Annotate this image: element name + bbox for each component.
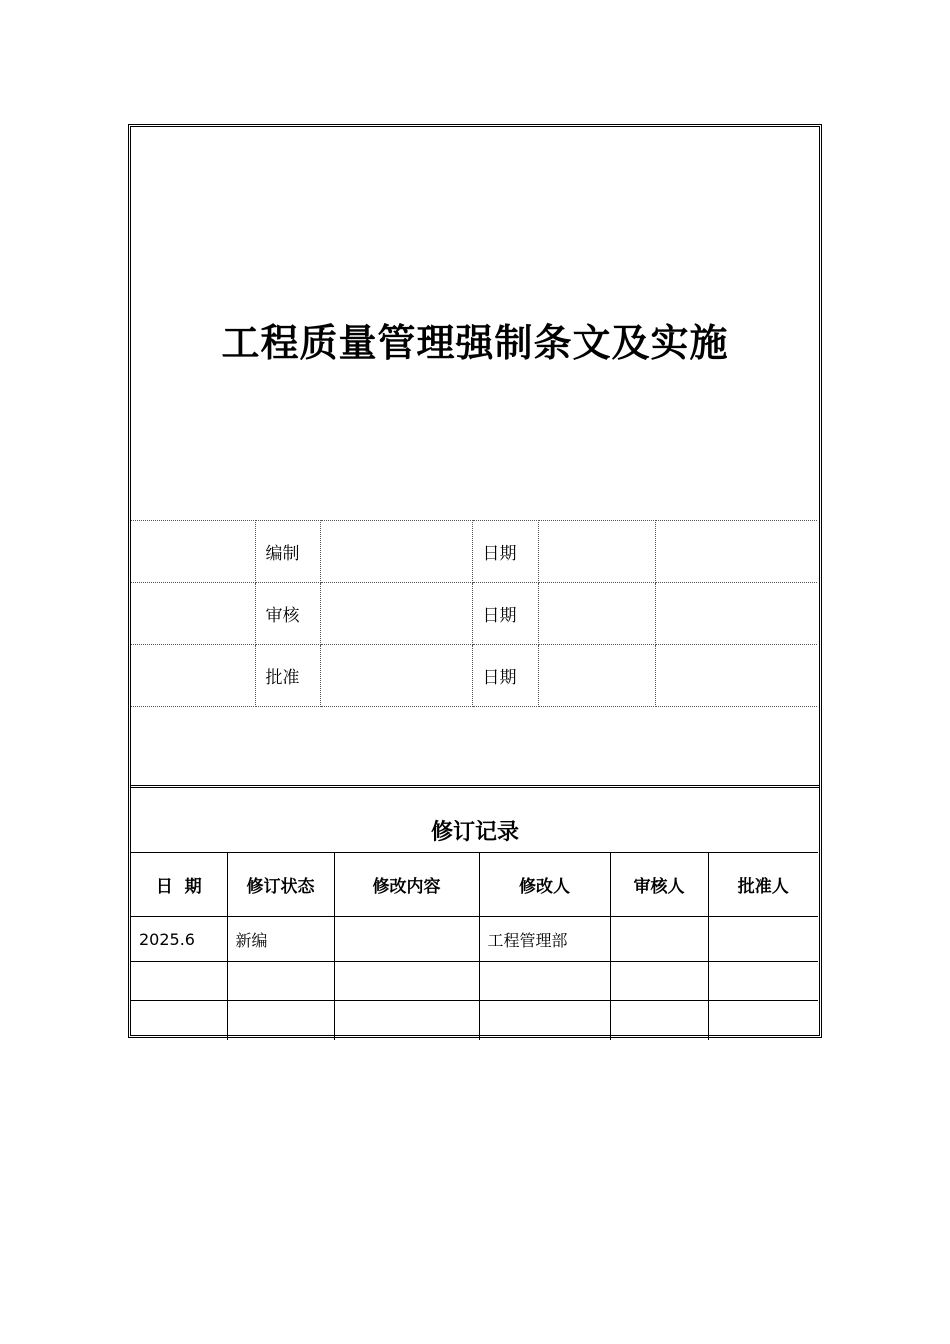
cell-status	[227, 1001, 334, 1040]
signoff-date-field[interactable]	[538, 645, 655, 707]
signoff-name-field[interactable]	[320, 645, 472, 707]
column-header-status: 修订状态	[227, 853, 334, 917]
cell-date	[131, 962, 227, 1001]
cell-status	[227, 962, 334, 1001]
cell-status: 新编	[227, 917, 334, 962]
signoff-blank	[655, 583, 817, 645]
signoff-blank	[131, 521, 255, 583]
table-row	[131, 1001, 818, 1040]
signoff-table	[131, 520, 817, 707]
signoff-date-label: 日期	[472, 645, 538, 707]
cell-date: 2025.6	[131, 917, 227, 962]
signoff-date-field[interactable]	[538, 521, 655, 583]
cell-modifier	[479, 1001, 610, 1040]
signoff-date-field[interactable]	[538, 583, 655, 645]
cell-content	[334, 962, 479, 1001]
cell-modifier: 工程管理部	[479, 917, 610, 962]
signoff-blank	[655, 521, 817, 583]
signoff-row	[131, 521, 817, 583]
signoff-row	[131, 583, 817, 645]
signoff-name-field[interactable]	[320, 583, 472, 645]
column-header-date: 日 期	[131, 853, 227, 917]
signoff-blank	[131, 645, 255, 707]
revision-title: 修订记录	[430, 820, 519, 845]
cell-reviewer	[610, 1001, 708, 1040]
table-row	[131, 962, 818, 1001]
section-divider	[131, 785, 819, 788]
cell-date	[131, 1001, 227, 1040]
column-header-reviewer: 审核人	[610, 853, 708, 917]
column-header-modifier: 修改人	[479, 853, 610, 917]
signoff-date-label: 日期	[472, 521, 538, 583]
cell-reviewer	[610, 962, 708, 1001]
signoff-role-label: 审核	[255, 583, 320, 645]
signoff-name-field[interactable]	[320, 521, 472, 583]
cell-content	[334, 917, 479, 962]
cell-modifier	[479, 962, 610, 1001]
signoff-role-label: 编制	[255, 521, 320, 583]
signoff-role-label: 批准	[255, 645, 320, 707]
cell-approver	[708, 917, 818, 962]
table-row	[131, 917, 818, 962]
cell-approver	[708, 1001, 818, 1040]
revision-header-row	[131, 853, 818, 917]
cell-content	[334, 1001, 479, 1040]
cell-approver	[708, 962, 818, 1001]
signoff-date-label: 日期	[472, 583, 538, 645]
signoff-row	[131, 645, 817, 707]
revision-table	[131, 852, 818, 1040]
document-title: 工程质量管理强制条文及实施	[221, 321, 729, 365]
cell-reviewer	[610, 917, 708, 962]
column-header-content: 修改内容	[334, 853, 479, 917]
column-header-approver: 批准人	[708, 853, 818, 917]
signoff-blank	[131, 583, 255, 645]
signoff-blank	[655, 645, 817, 707]
